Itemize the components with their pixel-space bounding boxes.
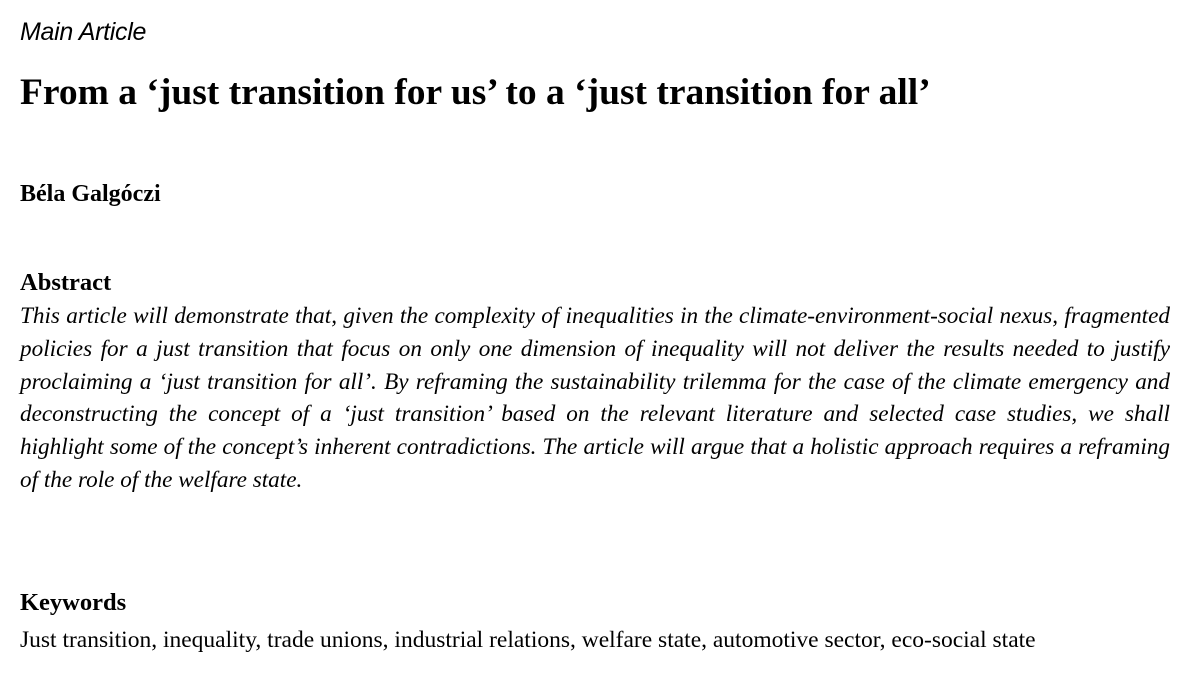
abstract-text: This article will demonstrate that, given the complexity of inequalities in the climate-environment-social nexus, fragmented policies for a just transition that focus on only one dimension of inequality will not deliver the results needed to justify proclaiming a ‘just transition for all’. By reframing the sustainability trilemma for the case of the climate emergency and deconstructing the concept of a ‘just transition’ based on the relevant literature and selected case studies, we shall highlight some of the concept’s inherent contradictions. The article will argue that a holistic approach requires a reframing of the role of the welfare state.	[20, 303, 1170, 493]
keywords-heading: Keywords	[20, 589, 127, 616]
section-label: Main Article	[20, 18, 147, 46]
keywords-text: Just transition, inequality, trade unions, industrial relations, welfare state, automotive sector, eco-social state	[20, 627, 1036, 653]
article-title: From a ‘just transition for us’ to a ‘just transition for all’	[20, 72, 931, 113]
author-name: Béla Galgóczi	[20, 181, 161, 207]
abstract-heading: Abstract	[20, 269, 112, 296]
